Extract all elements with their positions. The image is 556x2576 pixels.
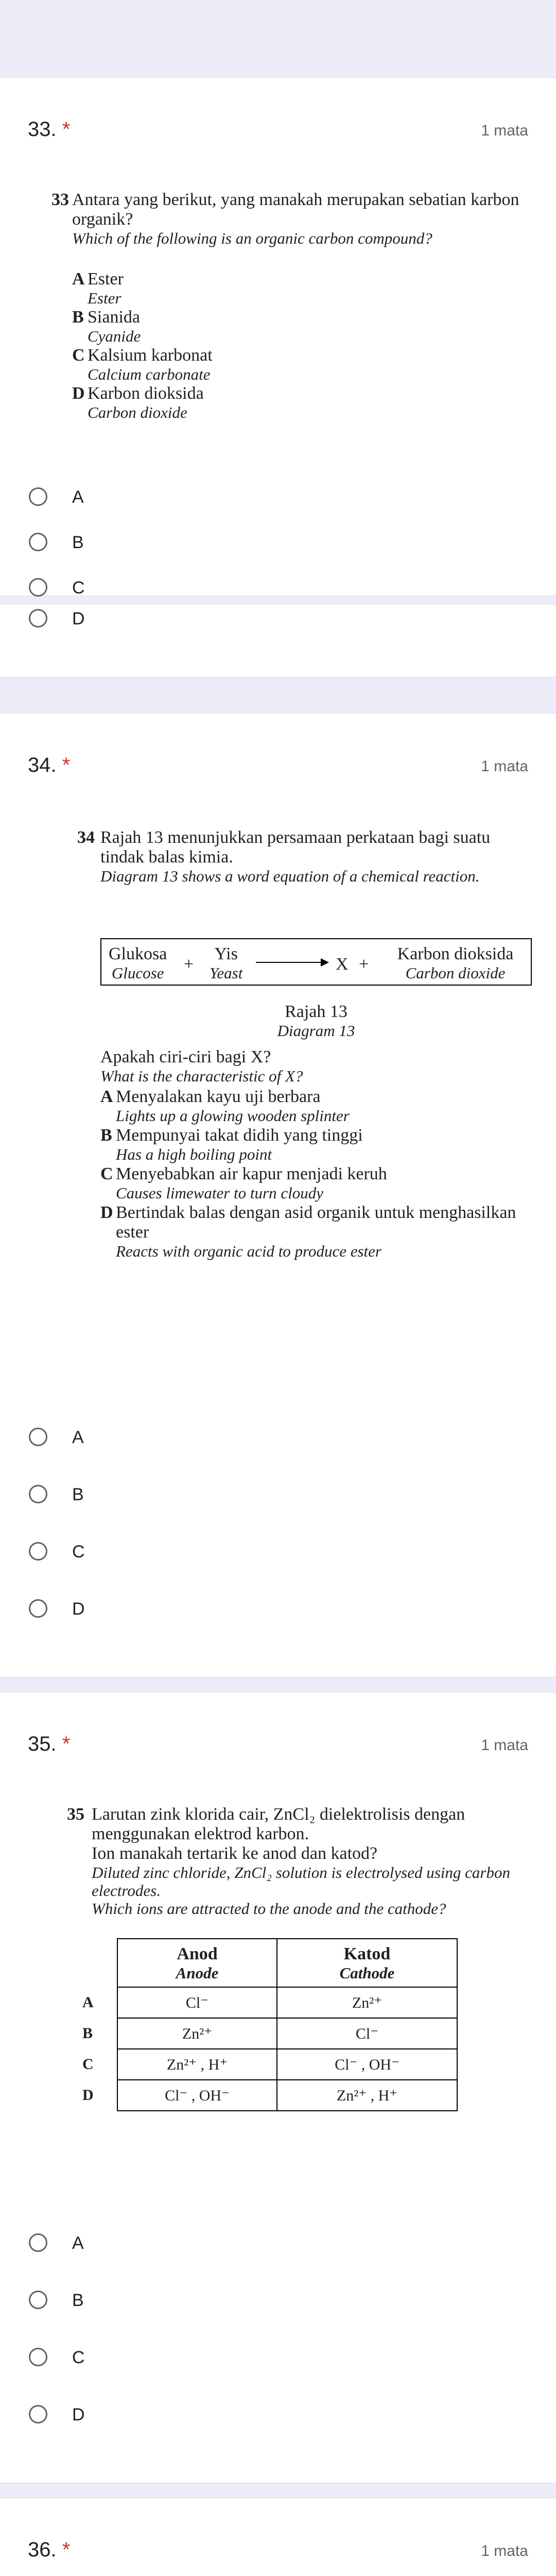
arrow-head-icon — [321, 958, 329, 967]
option-a: A Menyalakan kayu uji berbara Lights up a glowing wooden splinter — [100, 1087, 350, 1125]
required-asterisk: * — [62, 754, 71, 776]
radio-button[interactable] — [29, 1485, 47, 1503]
radio-button[interactable] — [29, 2233, 47, 2252]
table-row: A Cl⁻ Zn²⁺ — [72, 1987, 457, 2018]
stem-malay: Antara yang berikut, yang manakah merupakan sebatian karbon organik? — [72, 190, 519, 229]
answer-choice-a[interactable]: A — [21, 2228, 329, 2259]
option-c: C Menyebabkan air kapur menjadi keruh Causes limewater to turn cloudy — [100, 1164, 387, 1202]
stem-malay: Larutan zink klorida cair, ZnCl₂ dielektrolisis dengan menggunakan elektrod karbon. — [92, 1805, 465, 1843]
required-asterisk: * — [62, 1733, 71, 1755]
stem-number: 33 — [51, 190, 69, 209]
answer-choice-c[interactable]: C — [21, 1537, 329, 1568]
question-stem — [100, 828, 533, 885]
question-header — [0, 78, 556, 171]
radio-button[interactable] — [29, 533, 47, 551]
required-asterisk: * — [62, 2538, 71, 2561]
product-x: X — [336, 955, 349, 974]
option-d: D Karbon dioksida Carbon dioxide — [72, 384, 204, 421]
question-number: 33. * — [28, 118, 71, 141]
question-stem — [92, 1805, 534, 1918]
plus-sign: + — [359, 955, 369, 974]
question-card-36 — [0, 2498, 556, 2576]
answer-choice-d[interactable]: D — [0, 605, 556, 646]
option-b: B Mempunyai takat didih yang tinggi Has a high boiling point — [100, 1126, 363, 1163]
answer-choice-a[interactable]: A — [21, 1422, 329, 1453]
answer-choice-d[interactable]: D — [21, 2400, 329, 2431]
anode-header: Anod Anode — [117, 1939, 277, 1987]
stem-english: Diagram 13 shows a word equation of a chemical reaction. — [100, 867, 480, 885]
stem-number: 35 — [67, 1805, 84, 1824]
question-header — [0, 714, 556, 806]
table-header-row — [72, 1939, 457, 1987]
answer-choice-c[interactable]: C — [21, 573, 329, 594]
table-row: C Zn²⁺ , H⁺ Cl⁻ , OH⁻ — [72, 2049, 457, 2080]
question-number: 35. * — [28, 1733, 71, 1755]
stem-number: 34 — [77, 828, 95, 847]
question-card-35 — [0, 1692, 556, 2483]
option-c: C Kalsium karbonat Calcium carbonate — [72, 346, 213, 383]
required-asterisk: * — [62, 118, 71, 141]
radio-button[interactable] — [29, 2291, 47, 2309]
radio-button[interactable] — [29, 578, 47, 597]
option-d: D Bertindak balas dengan asid organik untuk menghasilkan ester Reacts with organic acid to produce ester — [100, 1203, 516, 1260]
question-header — [0, 1692, 556, 1785]
diagram-caption: Rajah 13 Diagram 13 — [277, 1002, 355, 1040]
points-label: 1 mata — [481, 758, 528, 775]
points-label: 1 mata — [481, 122, 528, 139]
cathode-header: Katod Cathode — [277, 1939, 457, 1987]
answer-choice-d[interactable]: D — [21, 1594, 329, 1625]
option-b: B Sianida Cyanide — [72, 308, 141, 345]
question-prompt: Apakah ciri-ciri bagi X? What is the characteristic of X? — [100, 1047, 303, 1085]
carbon-dioxide-label: Karbon dioksida Carbon dioxide — [397, 944, 514, 982]
question-number: 36. * — [28, 2538, 71, 2561]
yeast-label: Yis Yeast — [210, 944, 243, 982]
ions-table — [72, 1938, 458, 2111]
answer-choice-a[interactable]: A — [21, 482, 329, 513]
table-row: B Zn²⁺ Cl⁻ — [72, 2018, 457, 2049]
radio-button[interactable] — [29, 609, 47, 628]
answer-choice-c[interactable]: C — [21, 2343, 329, 2374]
stem-english-2: Which ions are attracted to the anode and the cathode? — [92, 1900, 446, 1918]
radio-button[interactable] — [29, 2348, 47, 2366]
question-header — [0, 2498, 556, 2576]
question-number: 34. * — [28, 754, 71, 776]
plus-sign: + — [184, 955, 194, 974]
card-bottom-33 — [0, 646, 556, 677]
option-a: A Ester Ester — [72, 269, 124, 307]
question-card-34 — [0, 713, 556, 1677]
answer-choice-b[interactable]: B — [21, 1480, 329, 1511]
arrow-icon — [256, 962, 323, 963]
radio-button[interactable] — [29, 1542, 47, 1561]
stem-english: Which of the following is an organic carbon compound? — [72, 229, 432, 247]
question-stem — [72, 190, 535, 247]
radio-button[interactable] — [29, 1599, 47, 1618]
answer-choice-b[interactable]: B — [21, 528, 329, 558]
radio-button[interactable] — [29, 2405, 47, 2424]
glucose-label: Glukosa Glucose — [109, 944, 167, 982]
stem-malay: Rajah 13 menunjukkan persamaan perkataan bagi suatu tindak balas kimia. — [100, 828, 491, 867]
points-label: 1 mata — [481, 2543, 528, 2560]
table-row: D Cl⁻ , OH⁻ Zn²⁺ , H⁺ — [72, 2080, 457, 2111]
word-equation-box — [100, 938, 532, 986]
question-card-33 — [0, 77, 556, 596]
answer-choice-b[interactable]: B — [21, 2285, 329, 2316]
points-label: 1 mata — [481, 1737, 528, 1754]
radio-button[interactable] — [29, 487, 47, 506]
radio-button[interactable] — [29, 1428, 47, 1446]
stem-english: Diluted zinc chloride, ZnCl₂ solution is electrolysed using carbon electrodes. — [92, 1863, 510, 1900]
stem-malay-2: Ion manakah tertarik ke anod dan katod? — [92, 1844, 378, 1863]
